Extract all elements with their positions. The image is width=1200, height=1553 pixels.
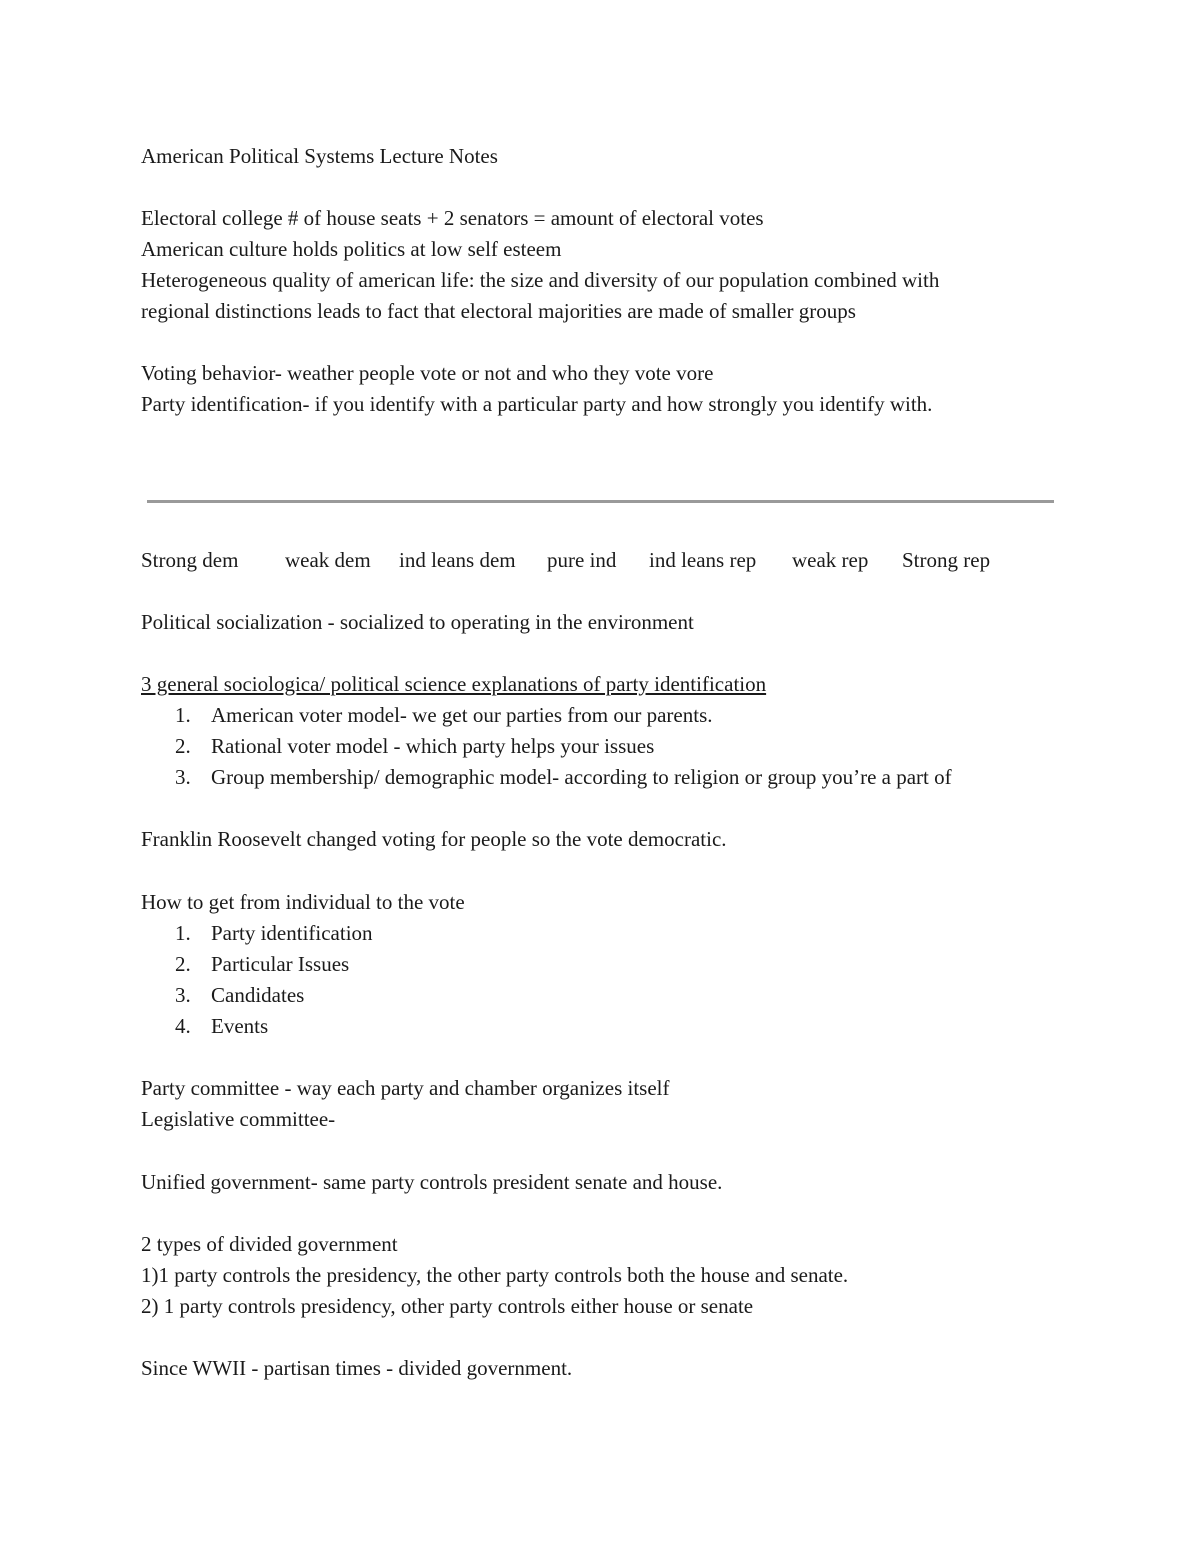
horizontal-divider [147,500,1054,503]
list-item-number: 3. [175,765,191,789]
note-line-divided-type-2: 2) 1 party controls presidency, other party controls either house or senate [141,1294,754,1318]
note-line-electoral-college: Electoral college # of house seats + 2 senators = amount of electoral votes [141,206,764,230]
to-vote-heading: How to get from individual to the vote [141,890,465,914]
document-title: American Political Systems Lecture Notes [141,144,498,168]
list-item-number: 1. [175,703,191,727]
note-line-voting-behavior: Voting behavior- weather people vote or not and who they vote vore [141,361,714,385]
note-line-socialization: Political socialization - socialized to operating in the environment [141,610,694,634]
note-line-heterogeneous: Heterogeneous quality of american life: the size and diversity of our population combined with [141,268,940,292]
list-item-number: 1. [175,921,191,945]
list-item: Group membership/ demographic model- according to religion or group you’re a part of [211,765,952,789]
list-item: Particular Issues [211,952,350,976]
list-item-number: 4. [175,1014,191,1038]
spectrum-strong-rep: Strong rep [902,548,991,572]
list-item-number: 2. [175,952,191,976]
explanations-heading: 3 general sociologica/ political science explanations of party identification [141,672,767,696]
spectrum-weak-rep: weak rep [792,548,869,572]
list-item-number: 3. [175,983,191,1007]
note-line-divided-type-1: 1)1 party controls the presidency, the other party controls both the house and senate. [141,1263,849,1287]
list-item-number: 2. [175,734,191,758]
spectrum-weak-dem: weak dem [285,548,371,572]
list-item: Candidates [211,983,305,1007]
note-line-unified-government: Unified government- same party controls president senate and house. [141,1170,723,1194]
spectrum-ind-leans-rep: ind leans rep [649,548,757,572]
note-line-legislative-committee: Legislative committee- [141,1107,336,1131]
spectrum-strong-dem: Strong dem [141,548,239,572]
spectrum-pure-ind: pure ind [547,548,617,572]
list-item: Events [211,1014,269,1038]
list-item: Party identification [211,921,373,945]
divided-heading: 2 types of divided government [141,1232,398,1256]
list-item: American voter model- we get our parties from our parents. [211,703,713,727]
spectrum-ind-leans-dem: ind leans dem [399,548,516,572]
note-line-roosevelt: Franklin Roosevelt changed voting for people so the vote democratic. [141,827,727,851]
note-line-party-committee: Party committee - way each party and chamber organizes itself [141,1076,670,1100]
note-line-regional: regional distinctions leads to fact that electoral majorities are made of smaller groups [141,299,856,323]
note-line-since-wwii: Since WWII - partisan times - divided government. [141,1356,573,1380]
note-line-party-identification: Party identification- if you identify with a particular party and how strongly you identify with. [141,392,933,416]
note-line-american-culture: American culture holds politics at low self esteem [141,237,562,261]
list-item: Rational voter model - which party helps your issues [211,734,655,758]
